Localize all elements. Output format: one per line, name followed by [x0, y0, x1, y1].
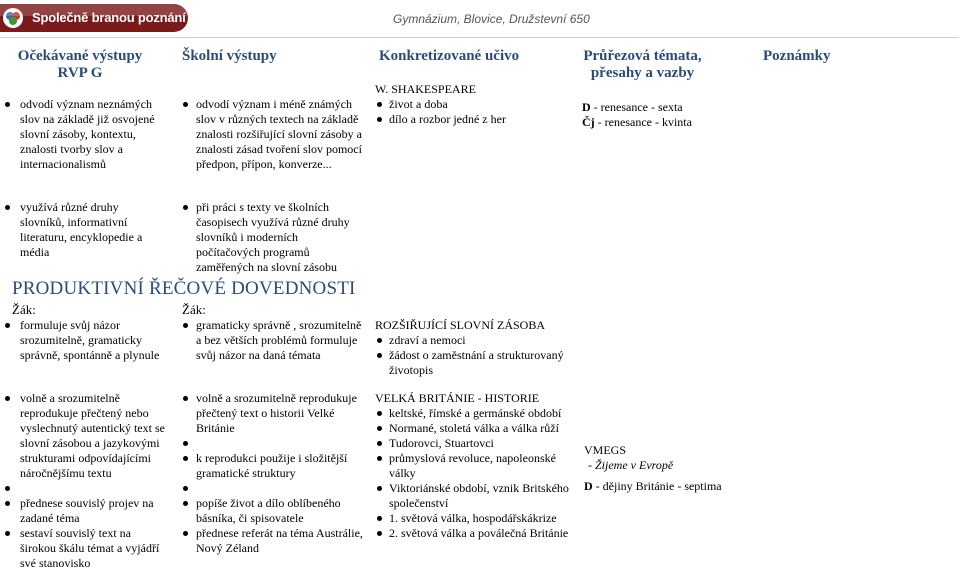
row1-cross-topics	[582, 100, 752, 130]
row2-school-output	[178, 200, 360, 275]
list-item: Viktoriánské období, vznik Britského společenství	[375, 481, 573, 511]
row4-cross-topics	[584, 443, 759, 494]
column-heading-school-outputs: Školní výstupy	[182, 48, 277, 64]
row4-school-outputs	[178, 391, 368, 556]
content-heading: VELKÁ BRITÁNIE - HISTORIE	[375, 391, 540, 405]
list-item: při práci s texty ve školních časopisech využívá různé druhy slovníků i moderních počítačových programů zaměřených na slovní zásobu	[178, 200, 360, 275]
list-item: 2. světová válka a poválečná Británie	[375, 526, 573, 541]
list-item: gramaticky správně , srozumitelně a bez větších problémů formuluje svůj názor na daná témata	[178, 318, 363, 363]
cross-topic-line	[584, 479, 759, 494]
logo	[0, 4, 188, 32]
list-item: k reprodukci použije i složitější gramatické struktury	[178, 451, 368, 481]
row4-expected-outputs	[0, 391, 165, 571]
list-item: sestaví souvislý text na širokou škálu témat a vyjádří své stanovisko	[0, 526, 165, 571]
list-item: 1. světová válka, hospodářskákrize	[375, 511, 573, 526]
list-item: odvodí význam neznámých slov na základě již osvojené slovní zásoby, kontextu, znalosti tvorby slov a internacionalismů	[0, 97, 170, 172]
list-item: žádost o zaměstnání a strukturovaný životopis	[375, 348, 575, 378]
list-spacer	[0, 481, 165, 496]
list-item: dílo a rozbor jedné z her	[375, 112, 570, 127]
list-item: volně a srozumitelně reprodukuje přečtený nebo vyslechnutý autentický text se slovní zásobou a jazykovými strukturami odpovídajícími náročnějšímu textu	[0, 391, 165, 481]
subject-code: Čj	[582, 115, 595, 129]
cross-topic-line	[582, 100, 752, 115]
cross-topic-line	[582, 115, 752, 130]
section-title: PRODUKTIVNÍ ŘEČOVÉ DOVEDNOSTI	[12, 278, 356, 299]
list-item: odvodí význam i méně známých slov v různých textech na základě znalosti rozšiřující slovní zásoby a znalosti zásad tvoření slov pomocí předpon, přípon, konverze...	[178, 97, 368, 172]
cross-topic-text: - renesance - sexta	[590, 100, 683, 114]
column-heading-line: RVP G	[57, 65, 103, 81]
row1-expected-output	[0, 97, 170, 172]
column-heading-content: Konkretizované učivo	[379, 48, 520, 64]
column-heading-line: přesahy a vazby	[590, 65, 695, 81]
row1-school-output	[178, 97, 368, 172]
list-item: Tudorovci, Stuartovci	[375, 436, 573, 451]
cross-topic-sub: - Žijeme v Evropě	[588, 458, 674, 472]
row3-expected-output	[0, 318, 160, 363]
cross-topic-text: - dějiny Británie - septima	[592, 479, 722, 493]
list-item: využívá různé druhy slovníků, informativní literaturu, encyklopedie a média	[0, 200, 165, 260]
page-header	[0, 0, 959, 40]
list-item: život a doba	[375, 97, 570, 112]
list-item: volně a srozumitelně reprodukuje přečtený text o historii Velké Británie	[178, 391, 368, 436]
list-item: keltské, římské a germánské období	[375, 406, 573, 421]
column-heading-line: Průřezová témata,	[583, 48, 702, 64]
content-heading: W. SHAKESPEARE	[375, 82, 476, 96]
list-item: zdraví a nemoci	[375, 333, 575, 348]
list-item: Normané, stoletá válka a válka růží	[375, 421, 573, 436]
row1-content	[375, 82, 570, 127]
column-heading-cross-topics	[580, 48, 705, 82]
list-item: průmyslová revoluce, napoleonské války	[375, 451, 573, 481]
column-heading-line: Očekávané výstupy	[17, 48, 143, 64]
column-heading-expected-outputs	[10, 48, 150, 82]
list-item: popíše život a dílo oblíbeného básníka, či spisovatele	[178, 496, 368, 526]
student-label: Žák:	[12, 302, 36, 317]
list-spacer	[178, 436, 368, 451]
logo-text: Společně branou poznání	[32, 10, 186, 25]
student-label: Žák:	[182, 302, 206, 317]
subject-code: D	[584, 479, 593, 493]
cross-topic-heading: VMEGS	[584, 443, 627, 457]
header-divider	[0, 37, 959, 38]
list-spacer	[178, 481, 368, 496]
list-item: přednese referát na téma Austrálie, Nový Zéland	[178, 526, 368, 556]
row2-expected-output	[0, 200, 165, 260]
cross-topic-text: - renesance - kvinta	[594, 115, 692, 129]
row4-content	[375, 391, 573, 541]
school-name: Gymnázium, Blovice, Družstevní 650	[393, 12, 590, 26]
logo-icon	[3, 8, 23, 28]
row3-content	[375, 318, 575, 378]
subject-code: D	[582, 100, 591, 114]
list-item: formuluje svůj názor srozumitelně, gramaticky správně, spontánně a plynule	[0, 318, 160, 363]
content-heading: ROZŠIŘUJÍCÍ SLOVNÍ ZÁSOBA	[375, 318, 546, 332]
list-item: přednese souvislý projev na zadané téma	[0, 496, 165, 526]
row3-school-output	[178, 318, 363, 363]
column-heading-notes: Poznámky	[763, 48, 831, 64]
